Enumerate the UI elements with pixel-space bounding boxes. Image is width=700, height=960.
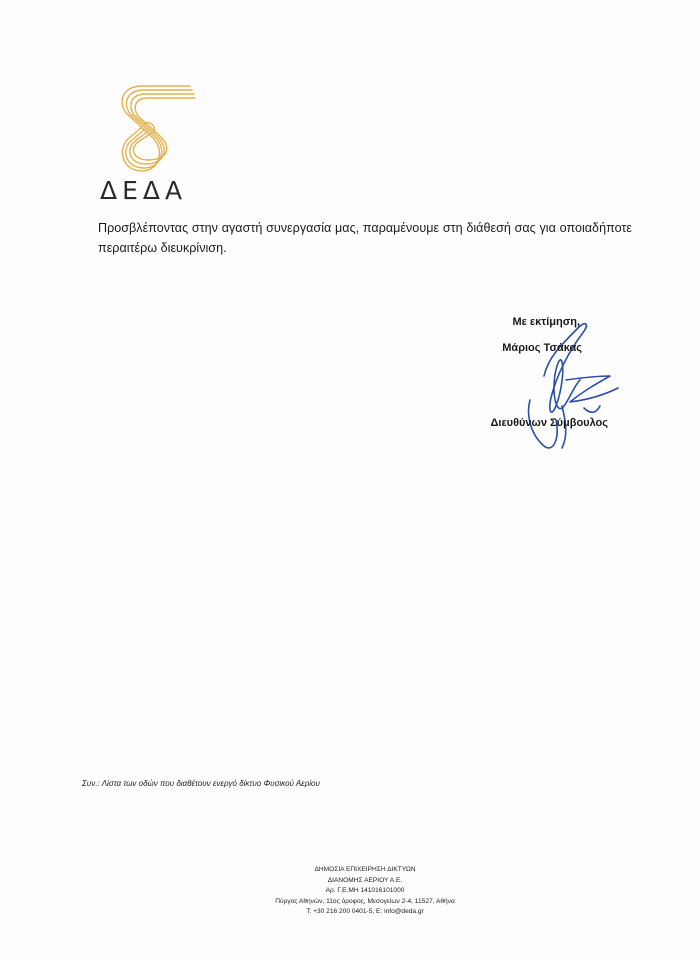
logo-wordmark: ΔΕΔΑ bbox=[100, 176, 188, 205]
footer-address: Πύργος Αθηνών, 11ος όροφος, Μεσογείων 2-4, 11527, Αθήνα bbox=[275, 897, 455, 905]
company-logo bbox=[100, 84, 200, 210]
footer-company-name: ΔΗΜΟΣΙΑ ΕΠΙΧΕΙΡΗΣΗ ΔΙΚΤΥΩΝ bbox=[314, 866, 416, 873]
footer-company-name-2: ΔΙΑΝΟΜΗΣ ΑΕΡΙΟΥ Α.Ε. bbox=[327, 876, 403, 884]
footer-contact: T: +30 216 200 0401-5, E: info@deda.gr bbox=[306, 908, 424, 915]
footer-registry-number: Αρ. Γ.Ε.ΜΗ 141016101000 bbox=[325, 887, 405, 894]
company-footer bbox=[200, 865, 530, 918]
attachment-note: Συν.: Λίστα των οδών που διαθέτουν ενεργό δίκτυο Φυσικού Αερίου bbox=[82, 779, 320, 788]
deda-ribbon-logo-icon bbox=[110, 84, 196, 172]
closing-paragraph: Προσβλέποντας στην αγαστή συνεργασία μας, παραμένουμε στη διάθεσή σας για οποιαδήποτε περαιτέρω διευκρίνιση. bbox=[98, 221, 632, 255]
signatory-role: Διευθύνων Σύμβουλος bbox=[490, 417, 608, 429]
closing-salutation: Με εκτίμηση, bbox=[512, 316, 580, 328]
handwritten-signature bbox=[500, 310, 630, 460]
signatory-name: Μάριος Τσάκας bbox=[502, 342, 582, 354]
